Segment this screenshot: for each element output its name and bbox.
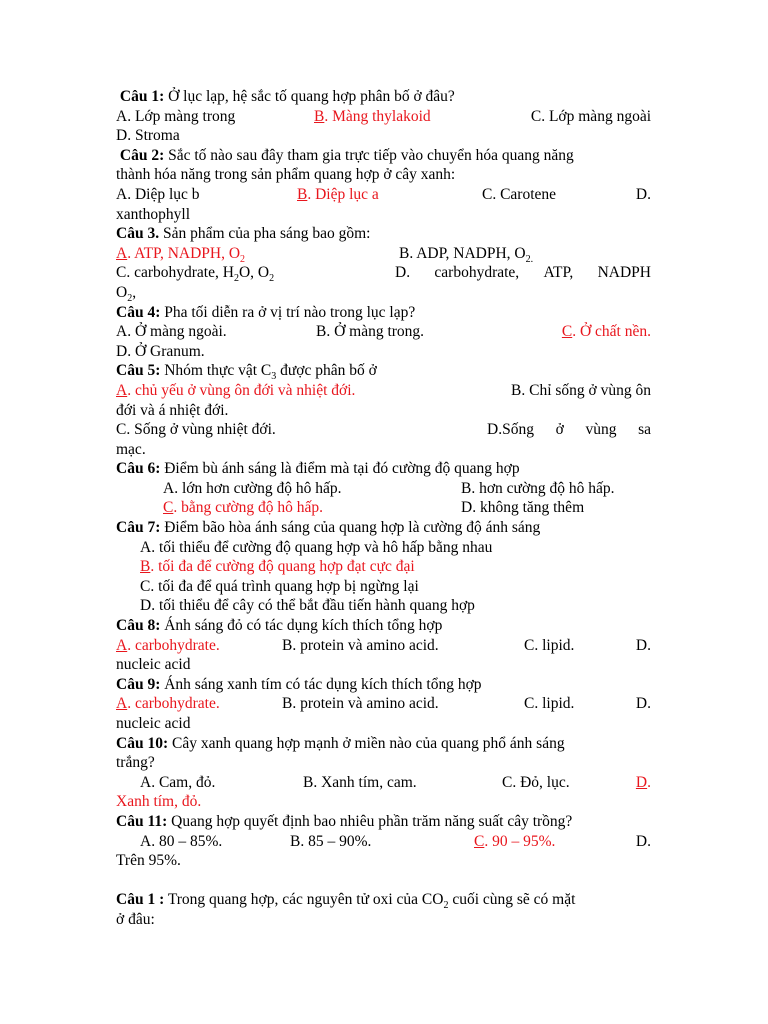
options-row [116, 832, 651, 852]
question-text: trắng? [116, 754, 155, 772]
option-d-text: nucleic acid [116, 715, 191, 732]
option-a: A. Ở màng ngoài. [116, 323, 227, 341]
question-label: Câu 11: [116, 812, 168, 830]
question-11 [116, 812, 651, 832]
question-label: Câu 7: [116, 519, 161, 537]
option-c: C. Lớp màng ngoài [530, 107, 651, 125]
option-b: B. Xanh tím, cam. [303, 773, 417, 791]
question-8 [116, 616, 651, 636]
option-c: C. Đỏ, lục. [502, 773, 570, 791]
question-label: Câu 10: [116, 734, 169, 752]
options-row [116, 636, 651, 656]
question-7 [116, 518, 651, 538]
question-text: Ở lục lạp, hệ sắc tố quang hợp phân bố ở đâu? [164, 88, 455, 105]
option-a-correct: A. ATP, NADPH, $O_2$ [116, 244, 246, 265]
options-row [116, 479, 651, 499]
question-label: Câu 4: [116, 303, 161, 321]
options-row [116, 773, 651, 793]
question-label: Câu 1: [119, 88, 165, 105]
option-b-correct: B. Diệp lục a [297, 185, 379, 203]
options-row [116, 420, 651, 440]
option-c: C. tối đa để quá trình quang hợp bị ngừng lại [140, 577, 419, 595]
options-row [116, 185, 651, 205]
question-1 [116, 87, 651, 107]
option-c-correct: C. 90 – 95%. [474, 832, 556, 850]
question-label: Câu 8: [116, 617, 161, 635]
spacer [116, 871, 651, 891]
option-a: A. Cam, đỏ. [140, 773, 216, 791]
option-c: C. Carotene [482, 185, 557, 203]
option-d-text: xanthophyll [116, 205, 191, 223]
question-5: Câu 5: Nhóm thực vật $C_3$ được phân bố ở [116, 362, 377, 383]
question-label: Câu 1 : [116, 891, 165, 909]
question-text: Quang hợp quyết định bao nhiêu phần trăm năng suất cây trồng? [167, 812, 573, 830]
option-c-correct: C. bằng cường độ hô hấp. [163, 499, 323, 517]
option-b: B. 85 – 90%. [290, 832, 372, 850]
question-text: ở đâu: [116, 910, 155, 928]
option-a-correct: A. carbohydrate. [116, 636, 220, 654]
option-b: B. protein và amino acid. [282, 695, 439, 713]
option-b: B. protein và amino acid. [282, 636, 439, 654]
option-a: A. 80 – 85%. [140, 832, 223, 850]
option-c: C. Sống ở vùng nhiệt đới. [116, 421, 276, 439]
option-c: C. lipid. [524, 695, 575, 713]
question-label: Câu 5: [116, 362, 161, 380]
option-b: B. Chỉ sống ở vùng ôn [511, 381, 651, 399]
question-text: Điểm bù ánh sáng là điểm mà tại đó cường độ quang hợp [160, 460, 520, 478]
question-label: Câu 9: [116, 675, 161, 693]
option-a: A. Lớp màng trong [116, 107, 236, 125]
question-9 [116, 675, 651, 695]
question-text: Ánh sáng đỏ có tác dụng kích thích tổng hợp [160, 617, 443, 635]
option-a: A. Diệp lục b [116, 185, 200, 203]
question-text: Pha tối diễn ra ở vị trí nào trong lục lạp? [160, 303, 416, 321]
option-c-correct: C. Ở chất nền. [561, 323, 651, 341]
option-b-correct: B. Màng thylakoid [314, 107, 431, 125]
option-a: A. tối thiểu để cường độ quang hợp và hô hấp bằng nhau [140, 538, 493, 556]
question-label: Câu 2: [119, 146, 165, 164]
option-d: D. carbohydrate, ATP, NADPH [395, 264, 651, 282]
option-d: D. [635, 832, 651, 850]
question-text: Sắc tố nào sau đây tham gia trực tiếp vào chuyển hóa quang năng [164, 146, 574, 164]
option-d: D. tối thiểu để cây có thể bắt đầu tiến hành quang hợp [140, 597, 475, 615]
option-d: D. Ở Granum. [116, 342, 205, 360]
question-text: Điểm bão hòa ánh sáng của quang hợp là cường độ ánh sáng [160, 519, 541, 537]
options-row [116, 381, 651, 401]
option-b: B. hơn cường độ hô hấp. [461, 479, 615, 497]
option-d-text: $O_2$, [116, 283, 137, 305]
question-text: Ánh sáng xanh tím có tác dụng kích thích tổng hợp [160, 675, 482, 693]
document-page [116, 87, 651, 930]
question-text: thành hóa năng trong sản phẩm quang hợp ở cây xanh: [116, 166, 456, 184]
option-c: C. lipid. [524, 636, 575, 654]
option-a-correct: A. carbohydrate. [116, 695, 220, 713]
question-3 [116, 224, 651, 244]
question-6 [116, 459, 651, 479]
option-d: D.Sống ở vùng sa [487, 421, 651, 439]
option-b-text: đới và á nhiệt đới. [116, 401, 229, 419]
option-d: D. không tăng thêm [461, 499, 585, 517]
option-d: D. [635, 636, 651, 654]
option-d-text: Xanh tím, đỏ. [116, 793, 202, 811]
option-a-correct: A. chủ yếu ở vùng ôn đới và nhiệt đới. [116, 381, 356, 399]
options-row [116, 107, 651, 127]
option-c: C. carbohydrate, $H_2O$, $O_2$ [116, 264, 275, 285]
options-row [116, 498, 651, 518]
question-2 [116, 146, 651, 166]
option-b-correct: B. tối đa để cường độ quang hợp đạt cực đại [140, 558, 415, 576]
question-label: Câu 3. [116, 225, 160, 243]
option-d-text: Trên 95%. [116, 852, 181, 870]
option-d-correct: D. [635, 773, 651, 791]
question-label: Câu 6: [116, 460, 161, 478]
question-10 [116, 734, 651, 754]
option-b: B. Ở màng trong. [316, 323, 425, 341]
question-12: Câu 1 : Trong quang hợp, các nguyên tử oxi của $CO_2$ cuối cùng sẽ có mặt [116, 891, 576, 912]
option-d: D. [635, 695, 651, 713]
option-d: D. Stroma [116, 127, 180, 145]
option-d-text: nucleic acid [116, 656, 191, 674]
options-row [116, 244, 651, 264]
options-row [116, 322, 651, 342]
options-row [116, 263, 651, 283]
option-d: D. [635, 185, 651, 203]
question-text: Sản phẩm của pha sáng bao gồm: [159, 225, 371, 243]
question-4 [116, 303, 651, 323]
option-a: A. lớn hơn cường độ hô hấp. [163, 479, 342, 497]
question-text: Cây xanh quang hợp mạnh ở miền nào của quang phổ ánh sáng [168, 734, 565, 752]
options-row [116, 694, 651, 714]
option-d-text: mạc. [116, 440, 146, 458]
option-b: B. ADP, NADPH, $O_{2.}$ [399, 244, 534, 265]
